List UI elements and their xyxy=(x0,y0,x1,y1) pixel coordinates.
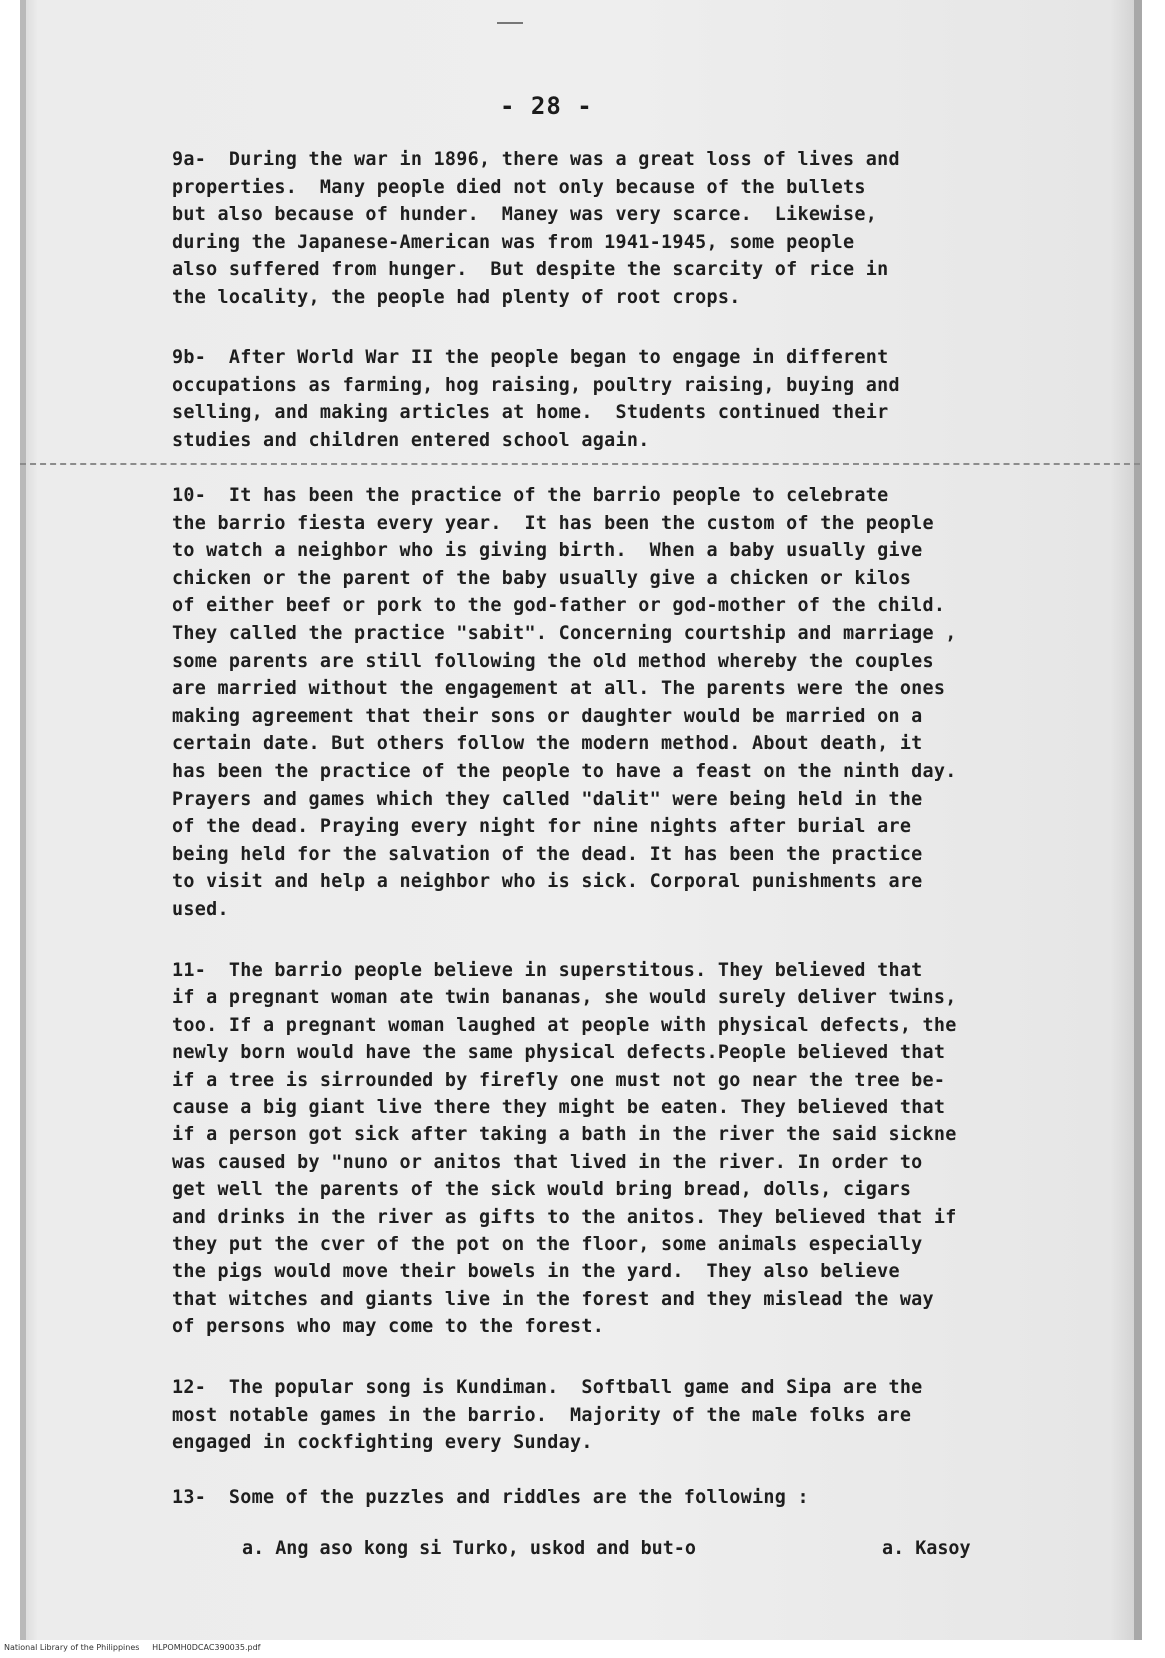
text-line: most notable games in the barrio. Majority of the male folks are xyxy=(172,1404,912,1426)
page-left-edge xyxy=(20,0,26,1640)
riddle-answer: a. Kasoy xyxy=(882,1538,971,1559)
text-line: 9b- After World War II the people began to engage in different xyxy=(172,347,889,368)
text-line: the pigs would move their bowels in the yard. They also believe xyxy=(172,1261,900,1283)
top-mark xyxy=(497,22,523,24)
text-line: if a person got sick after taking a bath in the river the said sickne xyxy=(172,1124,957,1146)
text-line: studies and children entered school again. xyxy=(172,429,650,451)
text-line: 9a- During the war in 1896, there was a great loss of lives and xyxy=(172,149,900,170)
text-line: also suffered from hunger. But despite the scarcity of rice in xyxy=(172,259,889,281)
text-line: occupations as farming, hog raising, poultry raising, buying and xyxy=(172,374,900,396)
text-line: properties. Many people died not only because of the bullets xyxy=(172,176,866,198)
text-line: get well the parents of the sick would bring bread, dolls, cigars xyxy=(172,1179,912,1201)
text-line: making agreement that their sons or daughter would be married on a xyxy=(172,705,923,727)
text-line: 12- The popular song is Kundiman. Softball game and Sipa are the xyxy=(172,1377,923,1398)
text-line: 10- It has been the practice of the barrio people to celebrate xyxy=(172,485,889,506)
text-line: of the dead. Praying every night for nine nights after burial are xyxy=(172,816,912,838)
text-line: but also because of hunder. Maney was very scarce. Likewise, xyxy=(172,204,878,226)
text-line: some parents are still following the old method whereby the couples xyxy=(172,650,934,672)
text-line: the locality, the people had plenty of root crops. xyxy=(172,286,741,308)
text-line: Prayers and games which they called "dalit" were being held in the xyxy=(172,788,923,810)
paragraph-11 xyxy=(172,957,1102,1340)
paragraph-9b xyxy=(172,344,1102,454)
text-line: chicken or the parent of the baby usually give a chicken or kilos xyxy=(172,567,912,589)
text-line: too. If a pregnant woman laughed at people with physical defects, the xyxy=(172,1014,957,1036)
paragraph-12 xyxy=(172,1374,1102,1457)
paragraph-13 xyxy=(172,1484,1102,1512)
text-line: and drinks in the river as gifts to the anitos. They believed that if xyxy=(172,1206,957,1228)
text-line: cause a big giant live there they might be eaten. They believed that xyxy=(172,1096,946,1118)
text-line: 13- Some of the puzzles and riddles are the following : xyxy=(172,1487,809,1508)
text-line: if a pregnant woman ate twin bananas, she would surely deliver twins, xyxy=(172,987,957,1009)
paragraph-10 xyxy=(172,482,1102,924)
text-line: They called the practice "sabit". Concerning courtship and marriage , xyxy=(172,622,957,644)
paragraph-9a xyxy=(172,146,1102,312)
text-line: certain date. But others follow the modern method. About death, it xyxy=(172,733,923,755)
text-line: was caused by "nuno or anitos that lived in the river. In order to xyxy=(172,1151,923,1173)
page-number: - 28 - xyxy=(500,92,593,120)
text-line: selling, and making articles at home. Students continued their xyxy=(172,402,889,424)
text-line: during the Japanese-American was from 1941-1945, some people xyxy=(172,231,855,253)
text-line: to visit and help a neighbor who is sick. Corporal punishments are xyxy=(172,871,923,893)
text-line: newly born would have the same physical defects.People believed that xyxy=(172,1042,946,1064)
text-line: they put the cver of the pot on the floor, some animals especially xyxy=(172,1233,923,1255)
page-right-edge xyxy=(1134,0,1142,1640)
fold-line xyxy=(20,463,1140,465)
text-line: to watch a neighbor who is giving birth. When a baby usually give xyxy=(172,540,923,562)
text-line: has been the practice of the people to have a feast on the ninth day. xyxy=(172,760,957,782)
text-line: are married without the engagement at all. The parents were the ones xyxy=(172,678,946,700)
text-line: 11- The barrio people believe in superstitous. They believed that xyxy=(172,960,923,981)
text-line: used. xyxy=(172,898,229,920)
text-line: the barrio fiesta every year. It has been the custom of the people xyxy=(172,512,934,534)
text-line: of persons who may come to the forest. xyxy=(172,1316,605,1338)
riddle-question: a. Ang aso kong si Turko, uskod and but-o xyxy=(242,1538,696,1559)
text-line: of either beef or pork to the god-father or god-mother of the child. xyxy=(172,595,946,617)
footer-source: National Library of the Philippines HLPOMH0DCAC390035.pdf xyxy=(4,1643,261,1652)
text-line: engaged in cockfighting every Sunday. xyxy=(172,1432,593,1454)
text-line: if a tree is sirrounded by firefly one must not go near the tree be- xyxy=(172,1069,946,1091)
text-line: being held for the salvation of the dead. It has been the practice xyxy=(172,843,923,865)
text-line: that witches and giants live in the forest and they mislead the way xyxy=(172,1288,934,1310)
